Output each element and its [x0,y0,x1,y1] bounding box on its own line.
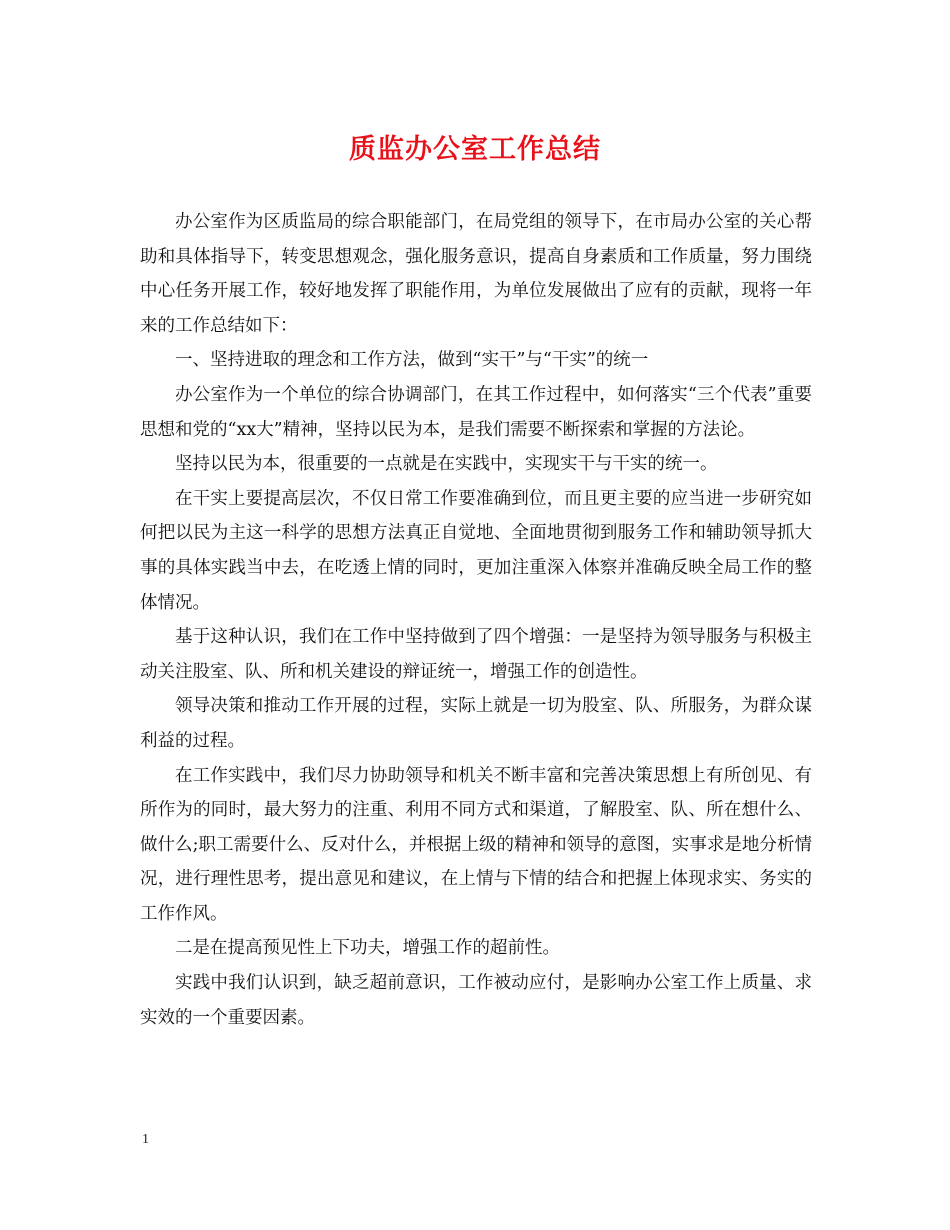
paragraph: 办公室作为一个单位的综合协调部门，在其工作过程中，如何落实“三个代表”重要思想和党的“xx大”精神，坚持以民为本，是我们需要不断探索和掌握的方法论。 [140,384,812,440]
paragraph-intro: 办公室作为区质监局的综合职能部门，在局党组的领导下，在市局办公室的关心帮助和具体指导下，转变思想观念，强化服务意识，提高自身素质和工作质量，努力围绕中心任务开展工作，较好地发挥了职能作用，为单位发展做出了应有的贡献，现将一年来的工作总结如下： [140,212,812,336]
paragraph: 在工作实践中，我们尽力协助领导和机关不断丰富和完善决策思想上有所创见、有所作为的同时，最大努力的注重、利用不同方式和渠道，了解股室、队、所在想什么、做什么;职工需要什么、反对什么，并根据上级的精神和领导的意图，实事求是地分析情况，进行理性思考，提出意见和建议，在上情与下情的结合和把握上体现求实、务实的工作作风。 [140,765,812,924]
paragraph: 坚持以民为本，很重要的一点就是在实践中，实现实干与干实的统一。 [175,454,718,475]
paragraph: 二是在提高预见性上下功夫，增强工作的超前性。 [175,938,560,959]
document-title: 质监办公室工作总结 [349,134,601,165]
paragraph: 在干实上要提高层次，不仅日常工作要准确到位，而且更主要的应当进一步研究如何把以民为主这一科学的思想方法真正自觉地、全面地贯彻到服务工作和辅助领导抓大事的具体实践当中去，在吃透上情的同时，更加注重深入体察并准确反映全局工作的整体情况。 [140,488,812,613]
paragraph: 基于这种认识，我们在工作中坚持做到了四个增强：一是坚持为领导服务与积极主动关注股室、队、所和机关建设的辩证统一，增强工作的创造性。 [140,627,812,682]
document-body [140,205,812,1035]
paragraph: 领导决策和推动工作开展的过程，实际上就是一切为股室、队、所服务，为群众谋利益的过程。 [140,696,812,751]
page-number: 1 [142,1132,149,1147]
section-heading-1: 一、坚持进取的理念和工作方法，做到“实干”与“干实”的统一 [175,350,649,371]
paragraph: 实践中我们认识到，缺乏超前意识，工作被动应付，是影响办公室工作上质量、求实效的一个重要因素。 [140,973,812,1028]
